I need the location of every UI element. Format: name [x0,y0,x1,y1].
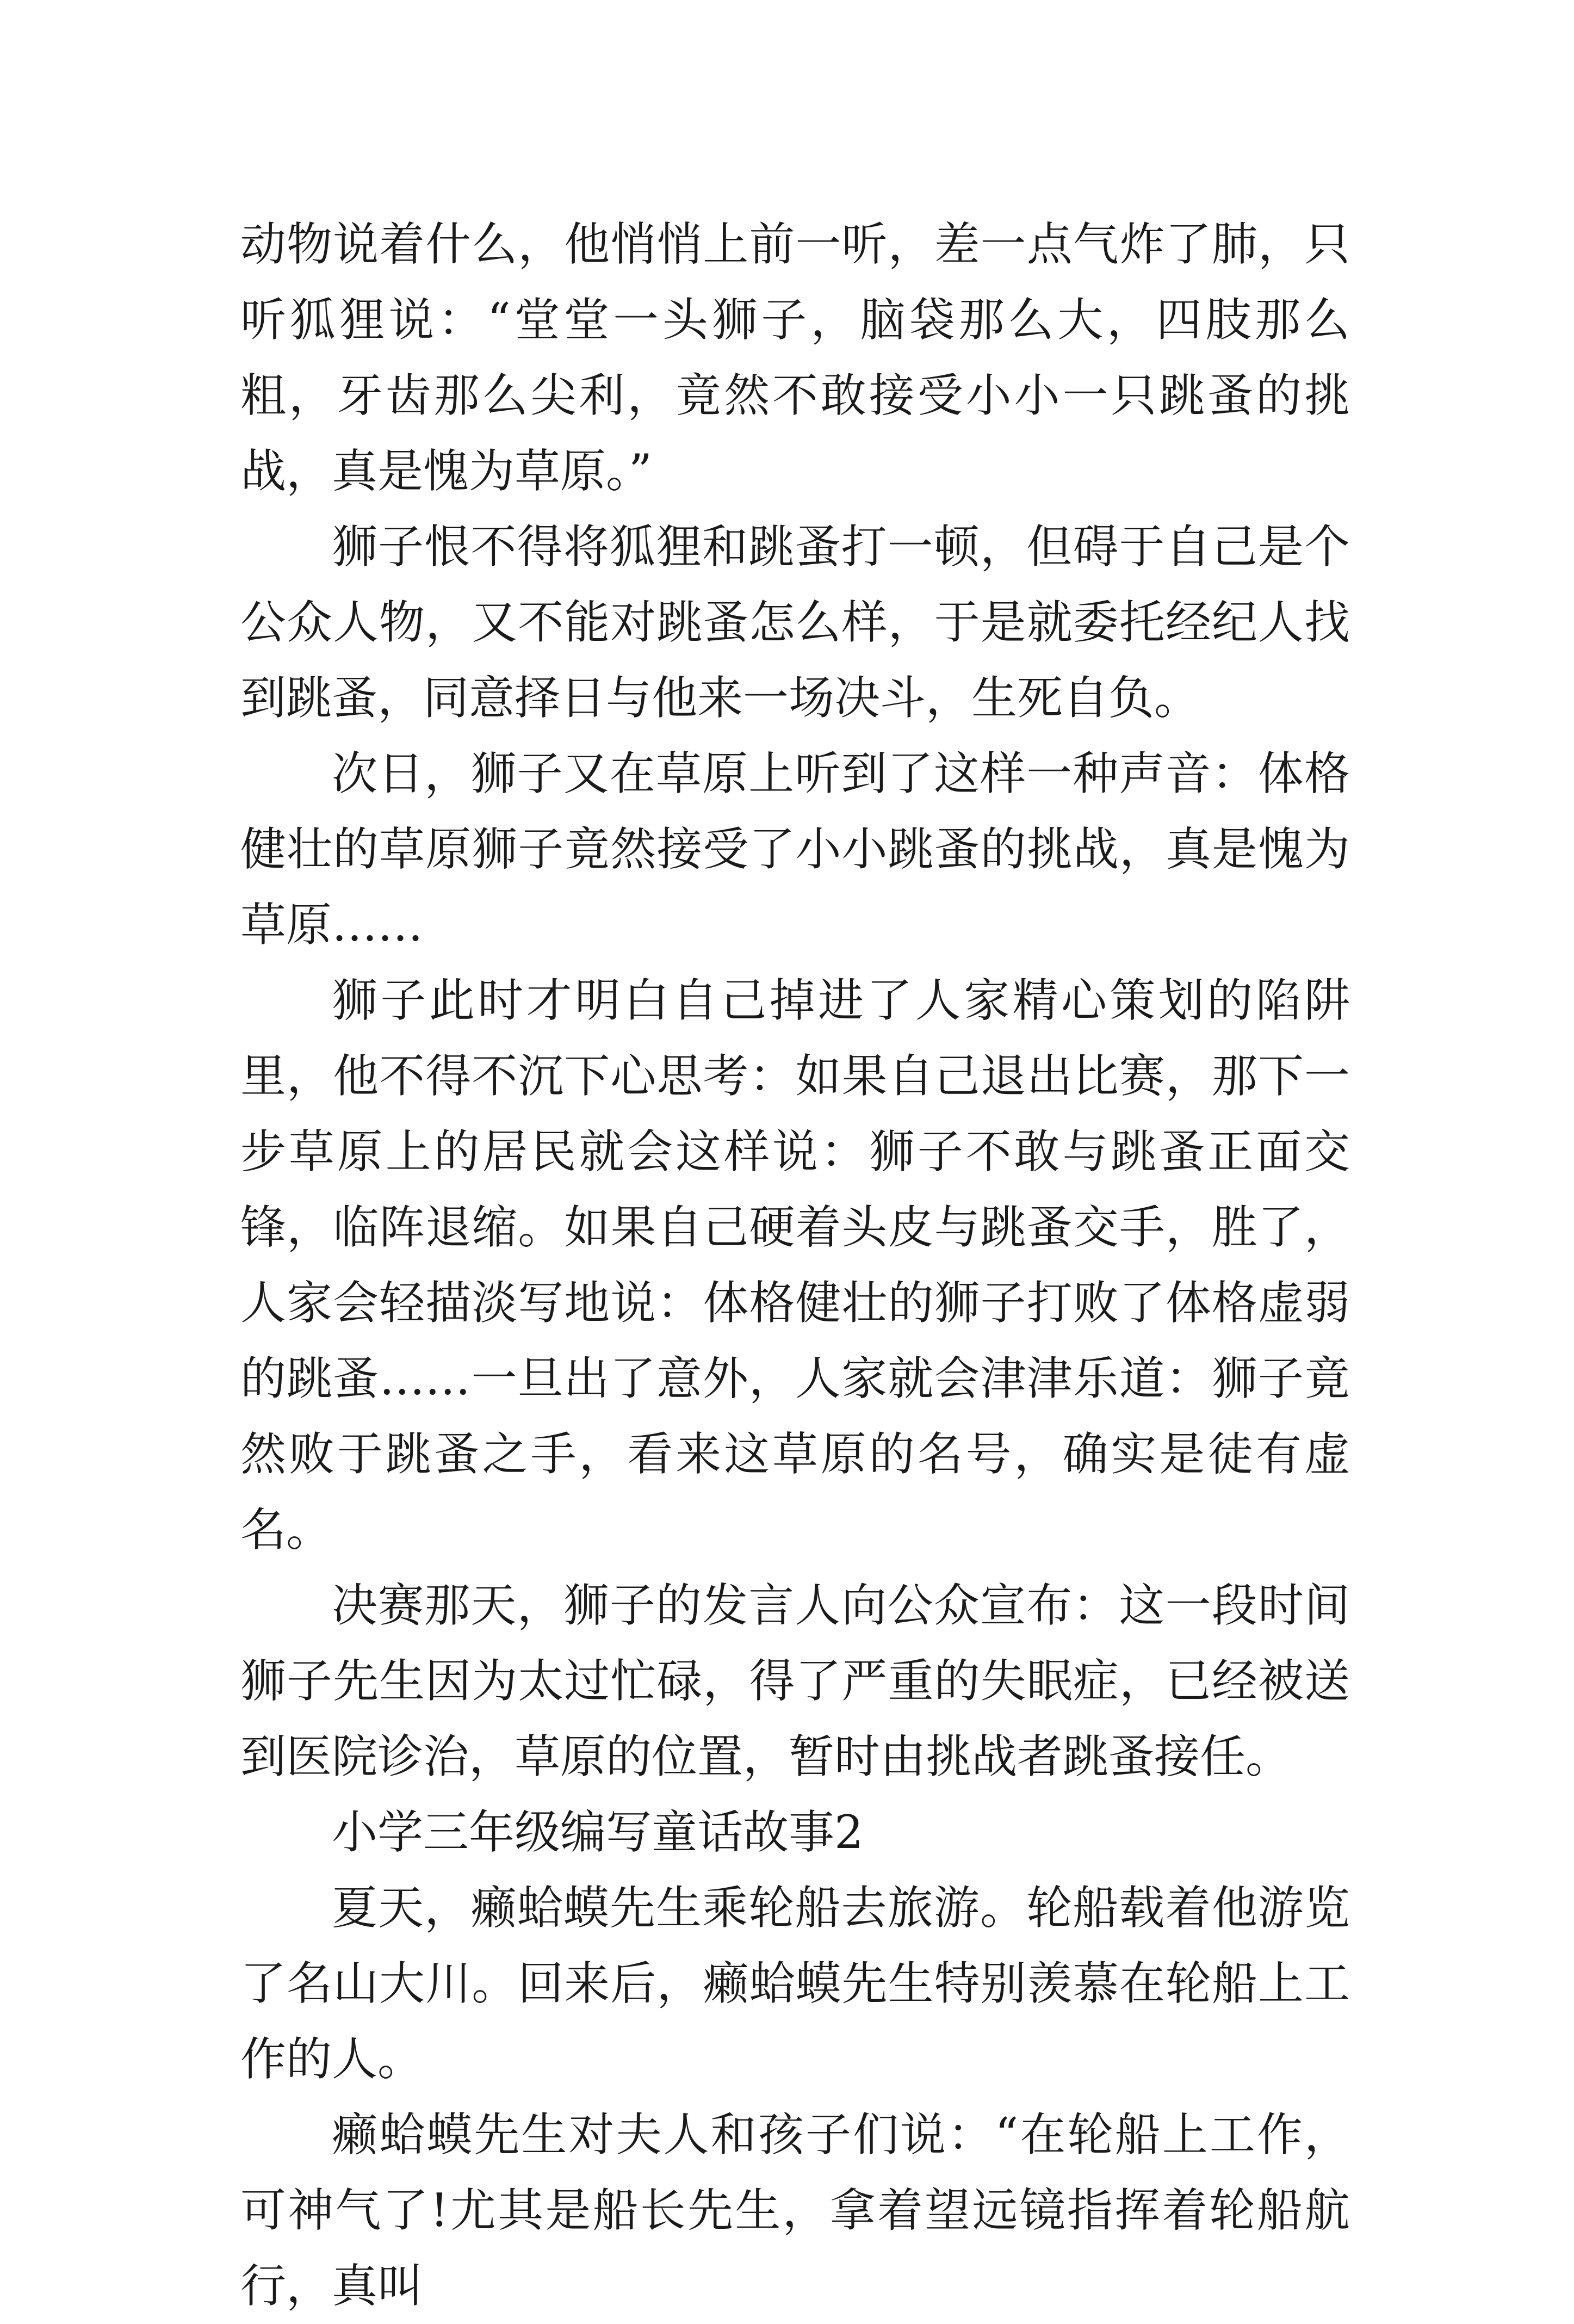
paragraph-next-day: 次日，狮子又在草原上听到了这样一种声音：体格健壮的草原狮子竟然接受了小小跳蚤的挑战，真是愧为草原…… [240,747,1350,951]
document-body [240,207,1350,2324]
paragraph-toad-travel: 夏天，癞蛤蟆先生乘轮船去旅游。轮船载着他游览了名山大川。回来后，癞蛤蟆先生特别羡慕在轮船上工作的人。 [240,1881,1350,2086]
paragraph-continuation: 动物说着什么，他悄悄上前一听，差一点气炸了肺，只听狐狸说：“堂堂一头狮子，脑袋那么大，四肢那么粗，牙齿那么尖利，竟然不敢接受小小一只跳蚤的挑战，真是愧为草原。” [240,218,1350,498]
paragraph-final-day: 决赛那天，狮子的发言人向公众宣布：这一段时间狮子先生因为太过忙碌，得了严重的失眠症，已经被送到医院诊治，草原的位置，暂时由挑战者跳蚤接任。 [240,1579,1350,1783]
story-heading: 小学三年级编写童话故事2 [332,1806,864,1859]
paragraph-lion-trap: 狮子此时才明白自己掉进了人家精心策划的陷阱里，他不得不沉下心思考：如果自己退出比赛，那下一步草原上的居民就会这样说：狮子不敢与跳蚤正面交锋，临阵退缩。如果自己硬着头皮与跳蚤交手，胜了，人家会轻描淡写地说：体格健壮的狮子打败了体格虚弱的跳蚤……一旦出了意外，人家就会津津乐道：狮子竟然败于跳蚤之手，看来这草原的名号，确实是徒有虚名。 [240,974,1350,1556]
paragraph-toad-speech: 癞蛤蟆先生对夫人和孩子们说：“在轮船上工作，可神气了!尤其是船长先生，拿着望远镜指挥着轮船航行，真叫 [240,2108,1350,2313]
paragraph-lion-anger: 狮子恨不得将狐狸和跳蚤打一顿，但碍于自己是个公众人物，又不能对跳蚤怎么样，于是就委托经纪人找到跳蚤，同意择日与他来一场决斗，生死自负。 [240,520,1350,725]
